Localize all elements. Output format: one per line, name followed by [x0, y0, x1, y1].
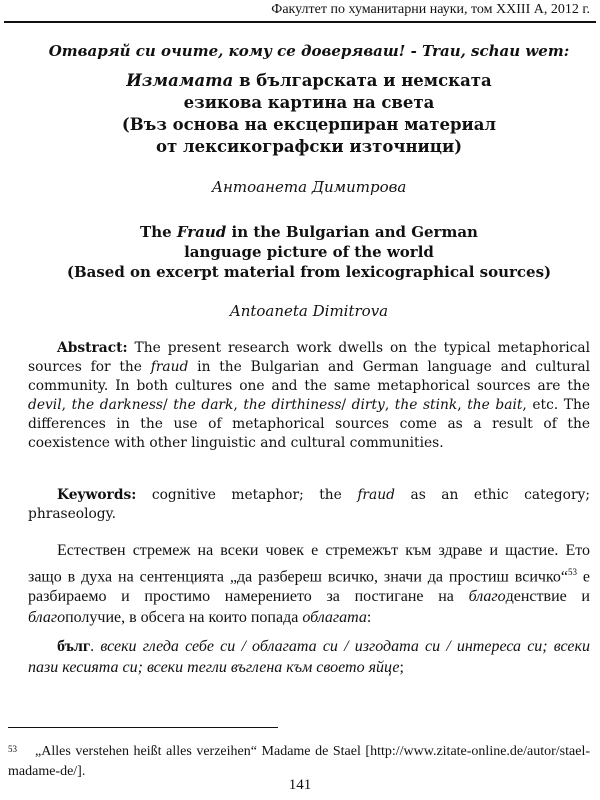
- body-paragraph: [28, 541, 590, 628]
- body-text: [28, 541, 590, 628]
- title-bg-line-2: езикова картина на света: [183, 93, 435, 112]
- example-text: [28, 637, 590, 678]
- example-dot: .: [90, 638, 101, 655]
- body-text-run: получие, в обсега на които попада: [65, 608, 303, 626]
- abstract-text: , etc. The differences in the use of metaphorical sources come as a result of the coexistence with other linguistic and cultural communities.: [28, 397, 591, 451]
- title-en-line-3: (Based on excerpt material from lexicographical sources): [66, 263, 552, 281]
- body-em: благо: [28, 608, 66, 626]
- footnote-text: „Alles verstehen heißt alles verzeihen“ Madame de Stael [http://www.zitate-online.de/autor/stael-madame-de/].: [8, 744, 590, 779]
- body-em: благо: [468, 588, 506, 606]
- footnote-reference[interactable]: 53: [567, 566, 577, 577]
- example-paragraph: [28, 637, 590, 678]
- title-bg-line-4: от лексикографски източници): [155, 137, 462, 156]
- abstract-em: the bait: [467, 397, 523, 413]
- abstract-text: The present research work dwells on the typical metaphorical sources for the: [28, 340, 590, 375]
- abstract-text: /: [341, 397, 352, 413]
- abstract-paragraph: [28, 339, 590, 453]
- body-em: облагата: [302, 608, 367, 626]
- abstract-em: the darkness: [71, 397, 163, 413]
- abstract-text: /: [162, 397, 174, 413]
- title-en-line-1: [28, 222, 590, 242]
- abstract-em: fraud: [150, 359, 189, 375]
- abstract-em: devil: [28, 397, 62, 413]
- keywords-em: fraud: [357, 487, 395, 503]
- example-label: бълг: [57, 638, 91, 655]
- running-header: [4, 1, 596, 23]
- abstract-text: ,: [233, 397, 244, 413]
- keywords-label: Keywords:: [57, 487, 137, 503]
- body-text-run: денствие и: [505, 588, 590, 606]
- title-bg-line-1-rest: в българската и немската: [233, 71, 492, 90]
- keywords-text: as an ethic category; phraseology.: [28, 487, 590, 522]
- abstract-text: ,: [61, 397, 72, 413]
- abstract-text: ,: [384, 397, 395, 413]
- abstract: [28, 339, 590, 453]
- body-text-run: :: [366, 608, 372, 626]
- abstract-em: dirty: [351, 397, 385, 413]
- title-bg-line-3: (Въз основа на ексцерпиран материал: [121, 115, 497, 134]
- example-end: ;: [399, 658, 404, 676]
- keywords: [28, 486, 590, 524]
- keywords-paragraph: [28, 486, 590, 524]
- abstract-em: the dirthiness: [243, 397, 342, 413]
- title-en-line-2: language picture of the world: [184, 243, 434, 261]
- body-text-run: е разбираемо и простимо намерението за постигане на: [28, 567, 590, 606]
- footnote-divider: [8, 727, 278, 728]
- example-phrases: всеки гледа себе си / облагата си / изгодата си / интереса си; всеки пази кесията си; всеки тегли въглена към своето яйце: [28, 638, 591, 676]
- author-bulgarian: Антоанета Димитрова: [211, 178, 407, 196]
- title-en-line-1-rest: in the Bulgarian and German: [226, 223, 478, 241]
- body-text-run: Естествен стремеж на всеки човек е стремежът към здраве и щастие. Ето защо в духа на сентенцията „да разбереш всичко, значи да простиш всичко“: [28, 542, 590, 585]
- author-english: Antoaneta Dimitrova: [229, 302, 389, 320]
- footnote: [8, 742, 590, 782]
- title-en-emphasis: Fraud: [176, 223, 227, 241]
- abstract-text: ,: [457, 397, 468, 413]
- abstract-em: the dark: [173, 397, 234, 413]
- abstract-label: Abstract:: [57, 340, 128, 356]
- title-bulgarian: [28, 70, 590, 158]
- title-en-prefix: The: [140, 223, 177, 241]
- abstract-em: the stink: [394, 397, 458, 413]
- title-bg-line-1: [28, 70, 590, 92]
- motto: Отваряй си очите, кому се доверяваш! - Trau, schau wem:: [48, 42, 570, 60]
- title-bg-emphasis: Измамата: [126, 71, 234, 90]
- footnote-number: 53: [8, 744, 17, 754]
- title-english: [28, 222, 590, 282]
- running-header-text: Факултет по хуманитарни науки, том XXIII А, 2012 г.: [271, 2, 590, 17]
- keywords-text: cognitive metaphor; the: [136, 487, 358, 503]
- page-number: 141: [288, 777, 312, 793]
- abstract-text: in the Bulgarian and German language and cultural community. In both cultures one and the same metaphorical sources are the: [28, 359, 590, 394]
